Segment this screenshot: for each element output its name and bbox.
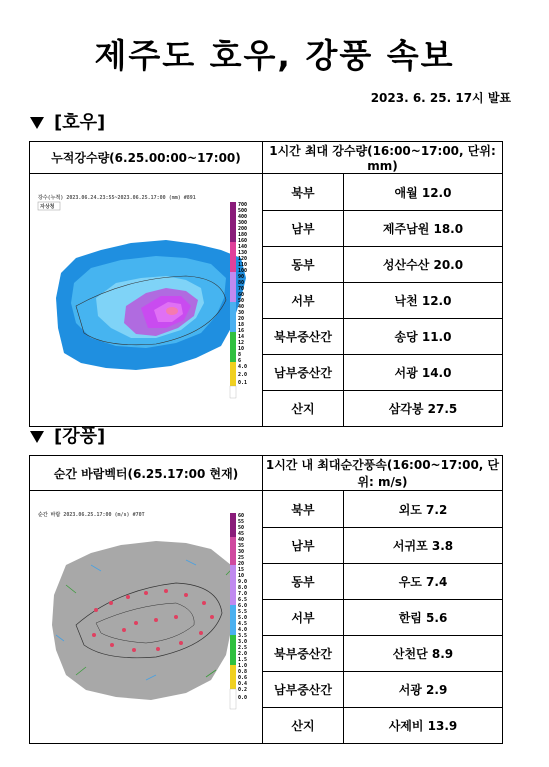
wind-legend-label: 40 [238, 536, 245, 543]
wind-legend-label: 6.0 [238, 602, 248, 609]
rain-legend-label: 2.0 [238, 371, 248, 378]
rain-row-region: 동부 [263, 247, 344, 283]
rain-legend-label: 18 [238, 321, 245, 328]
wind-legend-label: 50 [238, 524, 245, 531]
wind-vector-map [36, 505, 256, 730]
rain-row-region: 서부 [263, 283, 344, 319]
rain-legend-label: 14 [238, 333, 245, 340]
wind-legend-label: 30 [238, 548, 245, 555]
wind-legend-label: 2.0 [238, 650, 248, 657]
wind-row-value: 외도 7.2 [344, 491, 503, 528]
wind-legend [230, 513, 247, 709]
wind-legend-label: 1.5 [238, 656, 248, 663]
rain-table [29, 141, 503, 427]
rain-row-value: 낙천 12.0 [344, 283, 503, 319]
rain-legend-label: 70 [238, 285, 245, 292]
rain-legend-label: 500 [238, 207, 248, 214]
wind-legend-label: 20 [238, 560, 245, 567]
rain-map-cell [30, 174, 263, 427]
wind-legend-label: 0.6 [238, 674, 248, 681]
wind-row-region: 북부중산간 [263, 636, 344, 672]
rain-row-value: 성산수산 20.0 [344, 247, 503, 283]
wind-map-caption: 순간 바람 2023.06.25.17:00 (m/s) #70T [38, 511, 145, 518]
rain-legend-label: 40 [238, 303, 245, 310]
rain-row-value: 서광 14.0 [344, 355, 503, 391]
wind-legend-label: 1.0 [238, 662, 248, 669]
wind-legend-label: 10 [238, 572, 245, 579]
wind-legend-label: 0.0 [238, 694, 248, 701]
wind-legend-label: 5.0 [238, 614, 248, 621]
rain-legend-label: 12 [238, 339, 245, 346]
rain-legend-label: 200 [238, 225, 248, 232]
wind-legend-label: 25 [238, 554, 245, 561]
wind-legend-label: 0.2 [238, 686, 248, 693]
section-wind-heading [30, 422, 105, 448]
wind-legend-label: 45 [238, 530, 245, 537]
wind-map-cell [30, 491, 263, 744]
wind-legend-label: 3.5 [238, 632, 248, 639]
wind-row-region: 동부 [263, 564, 344, 600]
rain-legend-label: 300 [238, 219, 248, 226]
rain-row-value: 송당 11.0 [344, 319, 503, 355]
rain-accumulation-map [36, 188, 256, 413]
rain-legend-label: 0.1 [238, 379, 248, 386]
rain-legend-label: 130 [238, 249, 248, 256]
rain-row-value: 제주남원 18.0 [344, 211, 503, 247]
wind-table-header: 1시간 내 최대순간풍속(16:00~17:00, 단위: m/s) [263, 456, 503, 491]
rain-map-tag: 자상청 [40, 203, 55, 210]
rain-legend-label: 140 [238, 243, 248, 250]
rain-row-region: 남부중산간 [263, 355, 344, 391]
wind-legend-label: 3.0 [238, 638, 248, 645]
rain-row-region: 남부 [263, 211, 344, 247]
wind-legend-label: 9.0 [238, 578, 248, 585]
rain-legend-label: 20 [238, 315, 245, 322]
section-wind-label: [강풍] [54, 426, 106, 447]
wind-row-value: 산천단 8.9 [344, 636, 503, 672]
wind-legend-label: 0.8 [238, 668, 248, 675]
rain-legend-label: 80 [238, 279, 245, 286]
wind-legend-label: 7.0 [238, 590, 248, 597]
wind-row-value: 서광 2.9 [344, 672, 503, 708]
wind-legend-label: 2.5 [238, 644, 248, 651]
wind-legend-label: 8.0 [238, 584, 248, 591]
wind-row-value: 사제비 13.9 [344, 708, 503, 744]
wind-legend-label: 60 [238, 512, 245, 519]
rain-legend-label: 400 [238, 213, 248, 220]
rain-row-region: 북부중산간 [263, 319, 344, 355]
rain-legend-label: 110 [238, 261, 248, 268]
page-title: 제주도 호우, 강풍 속보 [94, 36, 455, 75]
rain-legend-label: 8 [238, 351, 242, 358]
wind-legend-label: 5.5 [238, 608, 248, 615]
rain-row-region: 산지 [263, 391, 344, 427]
wind-legend-label: 55 [238, 518, 245, 525]
rain-map-header: 누적강수량(6.25.00:00~17:00) [30, 142, 263, 174]
wind-table [29, 455, 503, 744]
wind-legend-label: 15 [238, 566, 245, 573]
rain-legend-label: 30 [238, 309, 245, 316]
triangle-down-icon [30, 117, 44, 129]
rain-legend [230, 202, 247, 398]
wind-row-region: 남부 [263, 528, 344, 564]
rain-legend-label: 90 [238, 273, 245, 280]
rain-legend-label: 6 [238, 357, 242, 364]
rain-map-caption: 강수(누적) 2023.06.24.23:55~2023.06.25.17:00 (mm) #891 [38, 194, 196, 201]
rain-legend-label: 180 [238, 231, 248, 238]
rain-legend-label: 10 [238, 345, 245, 352]
rain-legend-label: 160 [238, 237, 248, 244]
wind-map-header: 순간 바람벡터(6.25.17:00 현재) [30, 456, 263, 491]
wind-legend-label: 4.5 [238, 620, 248, 627]
wind-row-region: 북부 [263, 491, 344, 528]
rain-row-region: 북부 [263, 174, 344, 211]
wind-legend-label: 4.0 [238, 626, 248, 633]
issued-date: 2023. 6. 25. 17시 발표 [370, 91, 511, 105]
wind-row-value: 한림 5.6 [344, 600, 503, 636]
wind-row-region: 산지 [263, 708, 344, 744]
rain-table-header: 1시간 최대 강수량(16:00~17:00, 단위: mm) [263, 142, 503, 174]
wind-legend-label: 0.4 [238, 680, 248, 687]
rain-legend-label: 4.0 [238, 363, 248, 370]
rain-legend-label: 60 [238, 291, 245, 298]
wind-row-value: 우도 7.4 [344, 564, 503, 600]
section-rain-heading [30, 108, 105, 134]
wind-legend-label: 35 [238, 542, 245, 549]
triangle-down-icon [30, 431, 44, 443]
rain-legend-label: 120 [238, 255, 248, 262]
wind-legend-label: 6.5 [238, 596, 248, 603]
rain-legend-label: 50 [238, 297, 245, 304]
wind-row-region: 남부중산간 [263, 672, 344, 708]
section-rain-label: [호우] [54, 112, 106, 133]
wind-row-region: 서부 [263, 600, 344, 636]
rain-legend-label: 16 [238, 327, 245, 334]
rain-row-value: 삼각봉 27.5 [344, 391, 503, 427]
rain-legend-label: 100 [238, 267, 248, 274]
rain-row-value: 애월 12.0 [344, 174, 503, 211]
rain-legend-label: 700 [238, 201, 248, 208]
wind-row-value: 서귀포 3.8 [344, 528, 503, 564]
